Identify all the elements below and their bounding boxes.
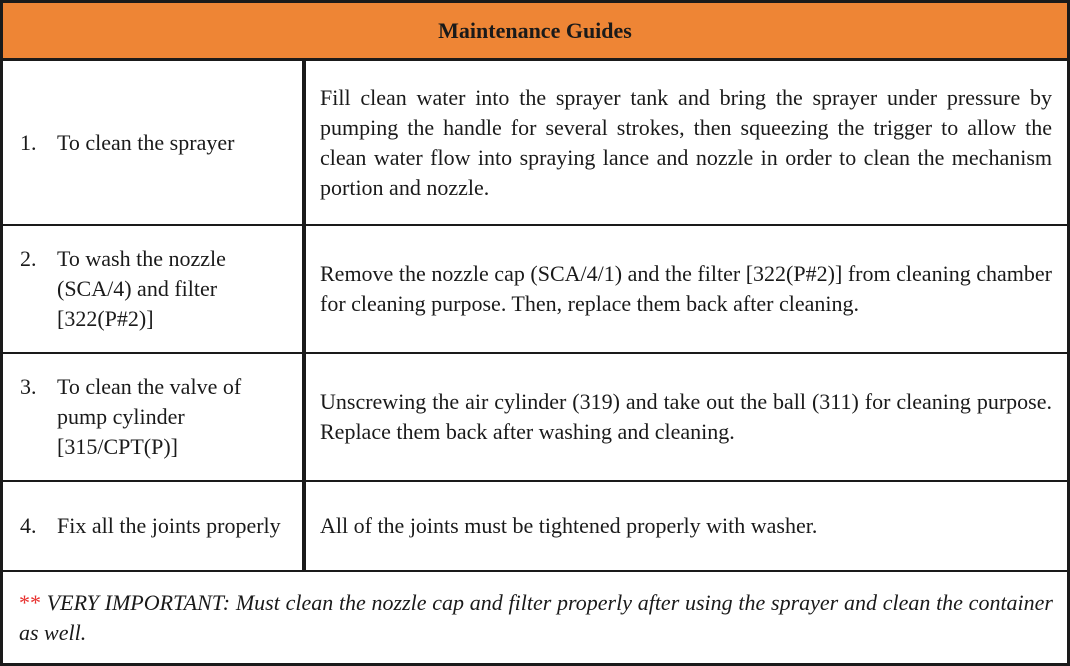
description-cell [306,61,1067,224]
step-cell [3,226,306,352]
step-cell [3,482,306,570]
table-row [3,482,1067,572]
important-note [3,572,1067,663]
step-description: All of the joints must be tightened properly with washer. [320,513,818,538]
table-row [3,354,1067,482]
step-title: To wash the nozzle (SCA/4) and filter [322(P#2)] [57,246,226,331]
step-description: Remove the nozzle cap (SCA/4/1) and the filter [322(P#2)] from cleaning chamber for cleaning purpose. Then, replace them back after cleaning. [320,261,1052,316]
table-row [3,61,1067,226]
step-label [3,511,287,541]
description-cell [306,354,1067,480]
step-label [3,128,287,158]
step-label [3,372,287,462]
step-number: 2. [20,246,37,271]
step-number: 3. [20,374,37,399]
table-title: Maintenance Guides [438,17,632,43]
step-number: 1. [20,129,37,155]
table-row [3,226,1067,354]
step-number: 4. [20,513,37,538]
step-description: Unscrewing the air cylinder (319) and take out the ball (311) for cleaning purpose. Replace them back after washing and cleaning. [320,389,1052,444]
step-title: Fix all the joints properly [57,513,281,538]
note-text-block [3,588,1067,648]
step-cell [3,61,306,224]
description-cell [306,226,1067,352]
step-cell [3,354,306,480]
step-label [3,244,287,334]
step-description: Fill clean water into the sprayer tank and bring the sprayer under pressure by pumping the handle for several strokes, then squeezing the trigger to allow the clean water flow into spraying lance and nozzle in order to clean the mechanism portion and nozzle. [320,84,1052,200]
description-cell [306,482,1067,570]
step-title: To clean the sprayer [57,129,235,155]
note-text: VERY IMPORTANT: Must clean the nozzle cap and filter properly after using the sprayer and clean the container as well. [19,589,1053,645]
table-header [3,3,1067,61]
step-title: To clean the valve of pump cylinder [315/CPT(P)] [57,374,242,459]
note-marker: ** [19,589,41,615]
